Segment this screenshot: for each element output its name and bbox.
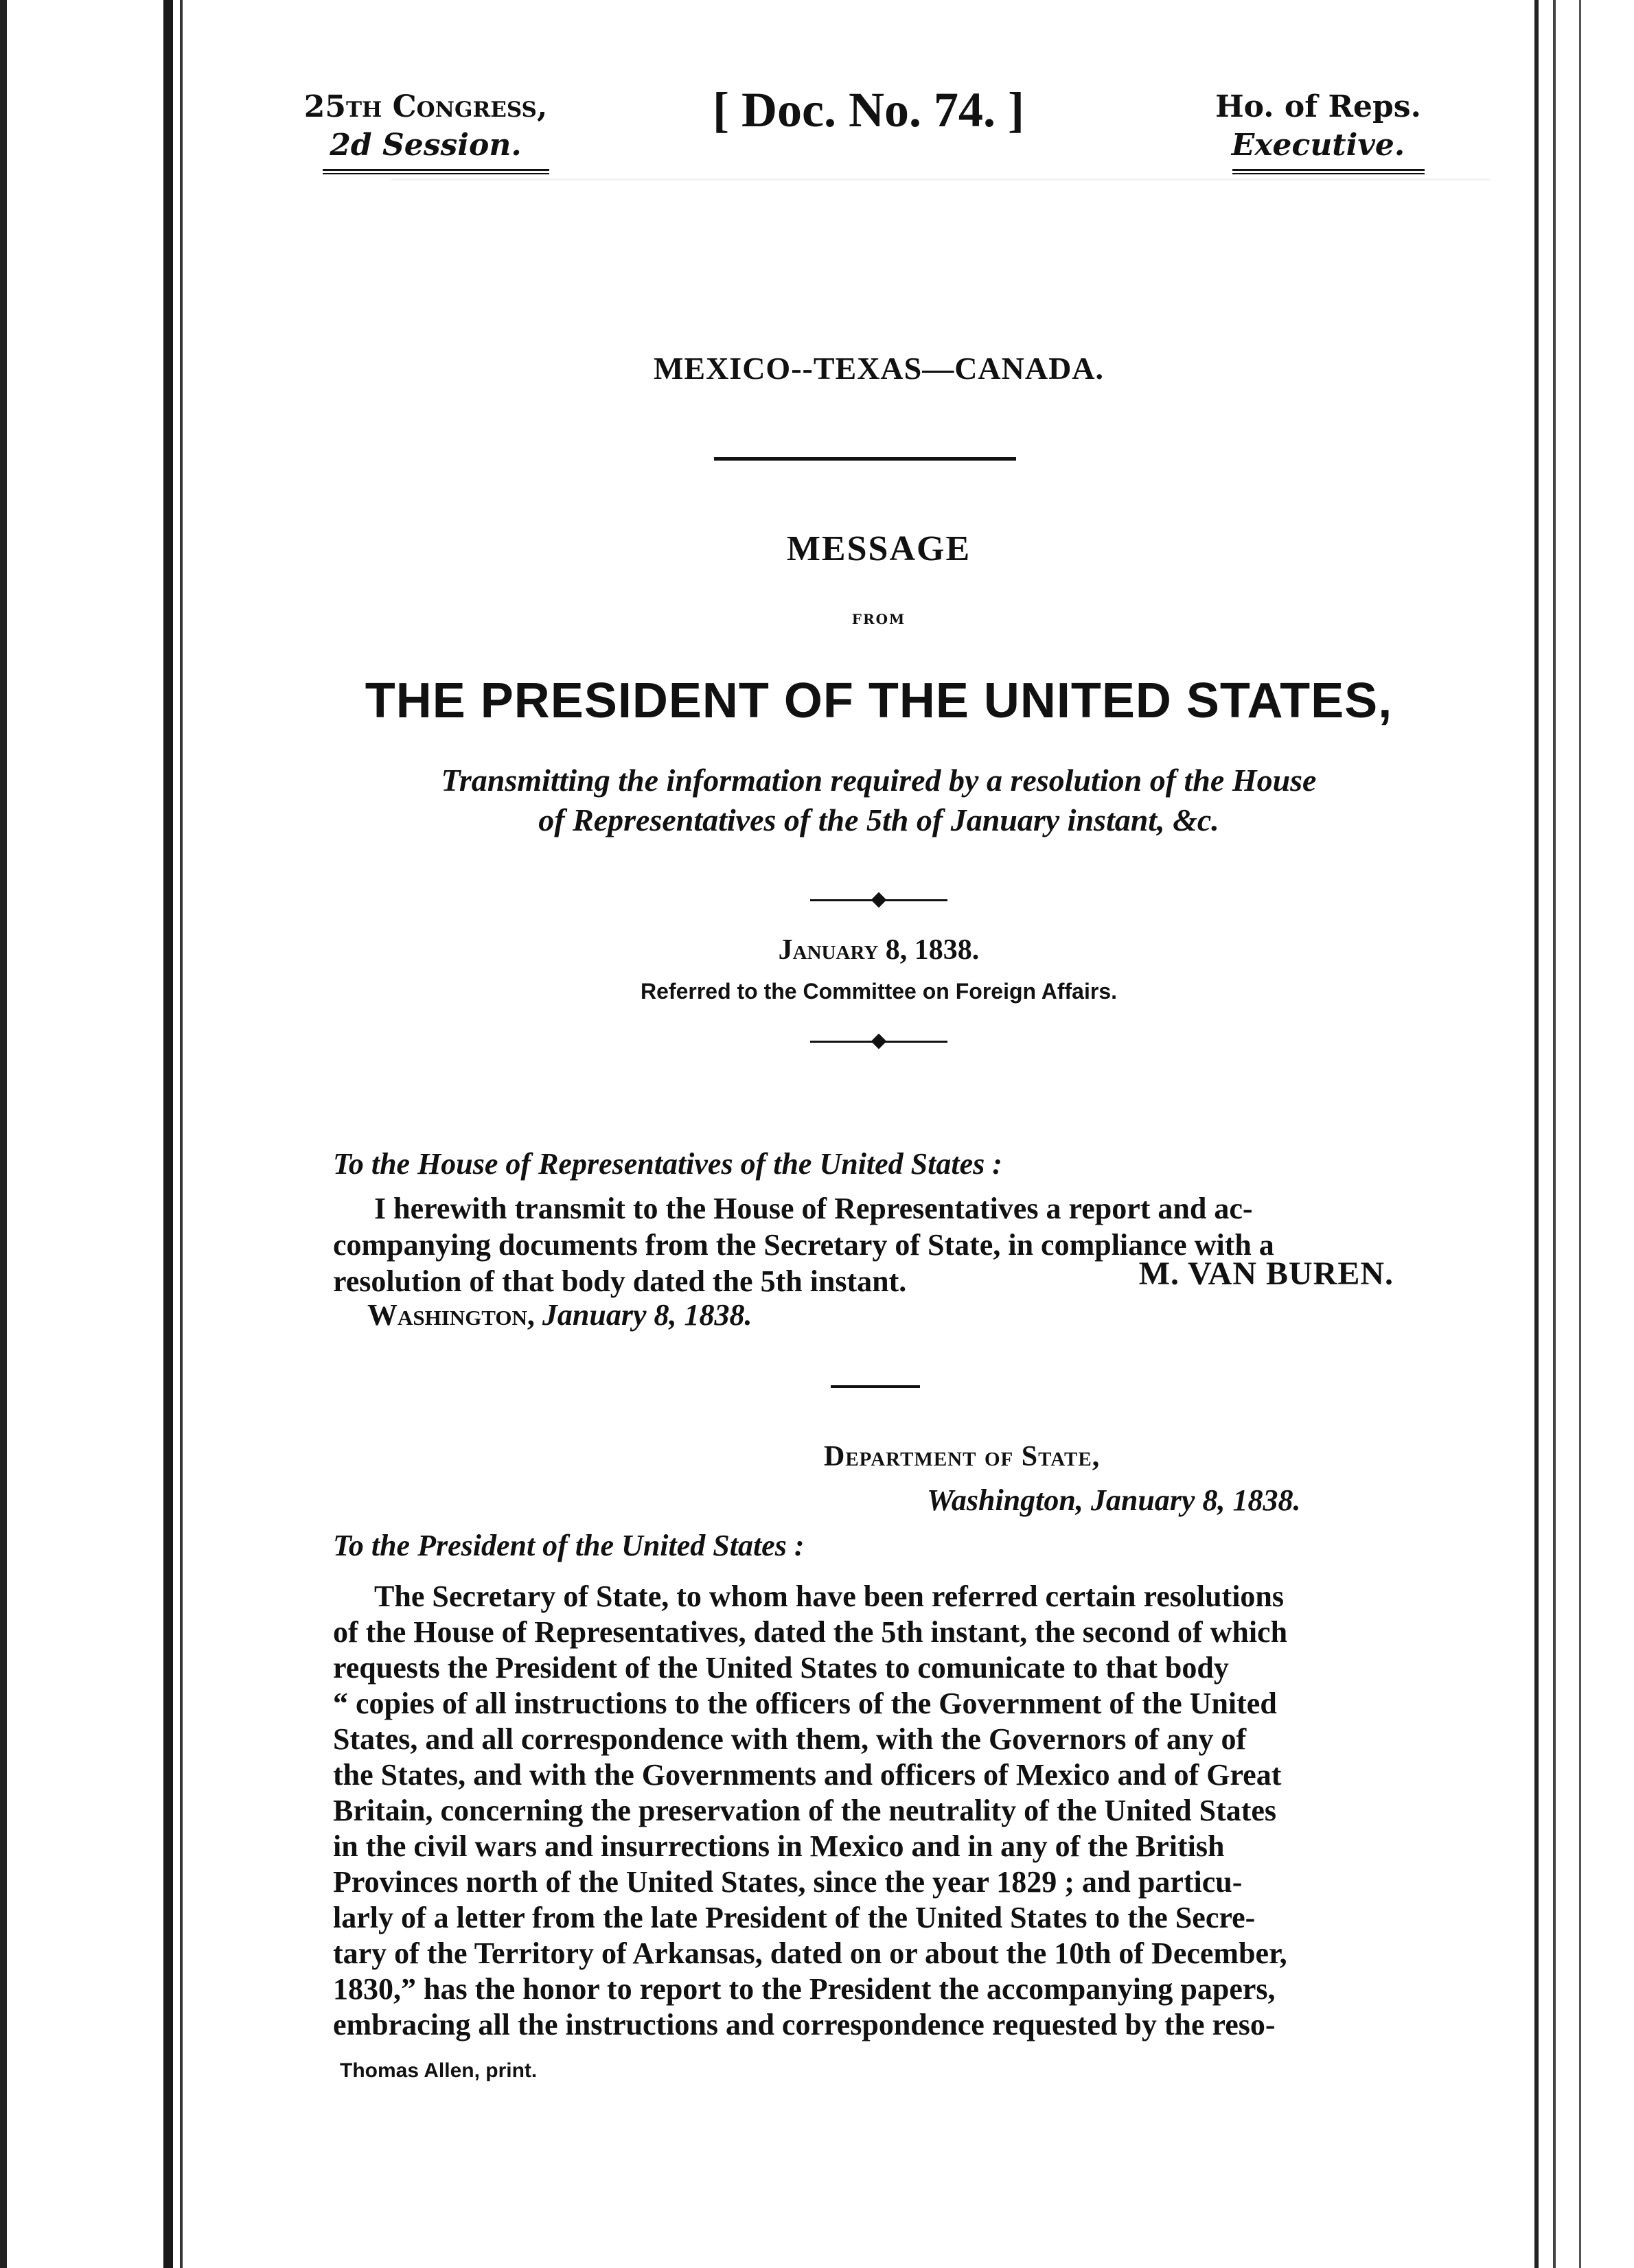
binding-edge	[163, 0, 173, 2268]
report-line: Provinces north of the United States, since the year 1829 ; and particu-	[333, 1865, 1243, 1899]
binding-edge	[0, 0, 7, 2268]
body-line: resolution of that body dated the 5th instant.	[333, 1264, 907, 1298]
washington-dateline	[367, 1297, 985, 1332]
date-label: January 8, 1838.	[1090, 1483, 1301, 1517]
body-line: I herewith transmit to the House of Representatives a report and ac-	[374, 1192, 1253, 1225]
document-number: [ Doc. No. 74. ]	[713, 82, 1024, 137]
referral-note: Referred to the Committee on Foreign Affairs.	[641, 979, 1117, 1004]
from-label: FROM	[851, 611, 906, 627]
salutation-president: To the President of the United States :	[333, 1529, 805, 1562]
signature-van-buren: M. VAN BUREN.	[1138, 1256, 1394, 1292]
document-title: MEXICO--TEXAS—CANADA.	[653, 351, 1105, 386]
transmitting-line: of Representatives of the 5th of January instant, &c.	[538, 802, 1219, 837]
report-line: The Secretary of State, to whom have been referred certain resolutions	[374, 1579, 1285, 1613]
page-edge	[1553, 0, 1556, 2268]
binding-edge	[180, 0, 183, 2268]
header-rule	[323, 169, 549, 171]
session-label: 2d Session.	[330, 128, 522, 163]
president-heading: THE PRESIDENT OF THE UNITED STATES,	[365, 673, 1393, 728]
department-dateline	[927, 1483, 1407, 1518]
header-rule	[1232, 169, 1425, 171]
report-line: tary of the Territory of Arkansas, dated on or about the 10th of December,	[333, 1936, 1287, 1970]
salutation-house: To the House of Representatives of the United States :	[333, 1147, 1002, 1181]
page-edge	[1534, 0, 1539, 2268]
report-line: the States, and with the Governments and officers of Mexico and of Great	[333, 1758, 1282, 1792]
section-rule	[831, 1385, 920, 1388]
congress-session-block	[302, 88, 549, 165]
header-rule	[323, 173, 549, 174]
report-line: embracing all the instructions and correspondence requested by the reso-	[333, 2008, 1276, 2041]
report-line: Britain, concerning the preservation of the neutrality of the United States	[333, 1794, 1277, 1827]
report-line: States, and all correspondence with them, with the Governors of any of	[333, 1722, 1247, 1756]
date-label: January 8, 1838.	[542, 1298, 752, 1332]
department-heading: Department of State,	[824, 1441, 1101, 1472]
place-label: Washington,	[927, 1483, 1083, 1517]
transmitting-subtitle	[323, 761, 1435, 840]
transmitting-line: Transmitting the information required by a resolution of the House	[441, 763, 1317, 798]
report-line: 1830,” has the honor to report to the President the accompanying papers,	[333, 1972, 1276, 2006]
body-line: companying documents from the Secretary of State, in compliance with a	[333, 1228, 1274, 1262]
message-date: January 8, 1838.	[778, 934, 980, 966]
title-rule	[714, 457, 1016, 461]
printer-imprint: Thomas Allen, print.	[340, 2059, 538, 2082]
place-label: Washington,	[367, 1298, 535, 1332]
executive-label: Executive.	[1231, 128, 1405, 163]
report-line: larly of a letter from the late President of the United States to the Secre-	[333, 1901, 1256, 1934]
report-line: “ copies of all instructions to the officers of the Government of the United	[333, 1687, 1277, 1720]
report-line: in the civil wars and insurrections in Mexico and in any of the British	[333, 1829, 1225, 1863]
header-rule	[1232, 173, 1425, 174]
house-label: Ho. of Reps.	[1215, 89, 1421, 124]
report-body	[333, 1579, 1500, 2043]
congress-label: 25th Congress,	[303, 89, 548, 124]
report-line: requests the President of the United States to comunicate to that body	[333, 1651, 1229, 1685]
report-line: of the House of Representatives, dated the 5th instant, the second of which	[333, 1615, 1288, 1649]
page-edge	[1579, 0, 1581, 2268]
house-executive-block	[1215, 88, 1421, 165]
message-heading: MESSAGE	[786, 529, 971, 568]
